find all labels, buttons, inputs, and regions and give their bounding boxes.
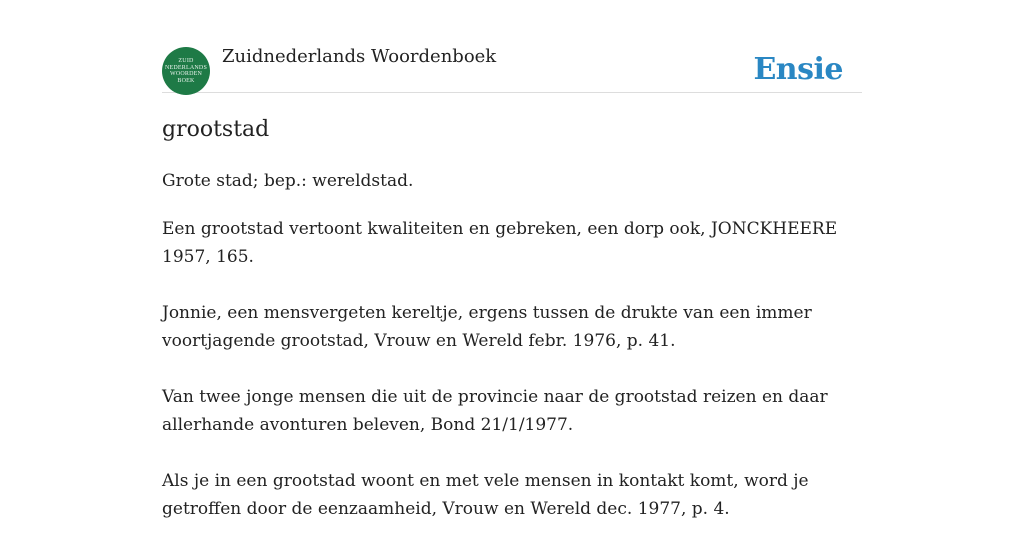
example-list [162, 215, 867, 551]
logo-line: BOEK [177, 77, 195, 84]
dictionary-logo[interactable] [162, 47, 210, 95]
definition: Grote stad; bep.: wereldstad. [162, 171, 414, 191]
header [162, 0, 862, 93]
example-quote: Van twee jonge mensen die uit de provincie naar de grootstad reizen en daar allerhande avonturen beleven, Bond 21/1/1977. [162, 387, 828, 435]
logo-line: NEDERLANDS [165, 64, 207, 71]
brand-logo[interactable]: Ensie [753, 52, 843, 87]
example-quote: Een grootstad vertoont kwaliteiten en gebreken, een dorp ook, JONCKHEERE 1957, 165. [162, 219, 838, 267]
page [162, 0, 862, 519]
example-quote: Als je in een grootstad woont en met vele mensen in kontakt komt, word je getroffen door de eenzaamheid, Vrouw en Wereld dec. 1977, p. 4. [162, 471, 809, 519]
example-quote: Jonnie, een mensvergeten kereltje, ergens tussen de drukte van een immer voortjagende grootstad, Vrouw en Wereld febr. 1976, p. 41. [162, 303, 812, 351]
logo-line: WOORDEN [169, 71, 203, 77]
logo-line: ZUID [178, 58, 194, 64]
headword: grootstad [162, 117, 270, 142]
site-title[interactable]: Zuidnederlands Woordenboek [222, 46, 497, 67]
